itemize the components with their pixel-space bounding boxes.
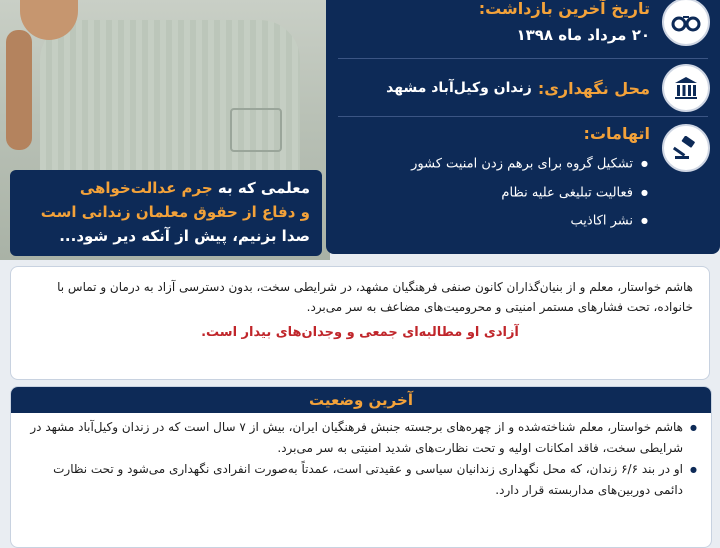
divider bbox=[338, 58, 708, 59]
status-item: ● هاشم خواستار، معلم شناخته‌شده و از چهره‌های برجسته جنبش فرهنگیان ایران، بیش از ۷ سال است که در زندان وکیل‌آباد مشهد در شرایطی سخت، فاقد امکانات اولیه و تحت نظارت‌های شدید امنیتی به سر می‌برد. bbox=[29, 417, 697, 459]
charge-item: ● نشر اکاذیب bbox=[411, 207, 648, 236]
quote-line2: و دفاع از حقوق معلمان زندانی است bbox=[40, 203, 310, 221]
charge-item: ● فعالیت تبلیغی علیه نظام bbox=[411, 179, 648, 208]
arrest-date-label: تاریخ آخرین بازداشت: bbox=[478, 0, 650, 18]
charges-label: اتهامات: bbox=[583, 124, 650, 143]
detention-value: زندان وکیل‌آباد مشهد bbox=[386, 80, 532, 96]
status-list bbox=[11, 417, 711, 501]
arrest-date-row bbox=[479, 0, 710, 48]
info-panel bbox=[326, 0, 720, 254]
description-highlight: آزادی او مطالبه‌ای جمعی و وجدان‌های بیدار است. bbox=[201, 325, 519, 340]
arrest-date-value: ۲۰ مرداد ماه ۱۳۹۸ bbox=[516, 26, 650, 44]
raised-arm bbox=[6, 30, 32, 150]
detention-label: محل نگهداری: bbox=[537, 78, 650, 98]
description-text: هاشم خواستار، معلم و از بنیان‌گذاران کانون صنفی فرهنگیان مشهد، در شرایطی سخت، بدون دسترسی آزاد به درمان و تماس با خانواده، تحت فشارهای مستمر امنیتی و محرومیت‌های مضاعف به سر می‌برد. bbox=[57, 280, 693, 314]
quote-line1-highlight: جرم عدالت‌خواهی bbox=[79, 179, 213, 197]
description-box bbox=[10, 266, 710, 380]
charge-item: ● تشکیل گروه برای برهم زدن امنیت کشور bbox=[411, 150, 648, 179]
quote-line1-a: معلمی که به bbox=[212, 179, 310, 197]
divider bbox=[338, 116, 708, 117]
prison-building-icon bbox=[662, 64, 710, 112]
charges-list bbox=[411, 150, 648, 236]
status-box bbox=[10, 386, 712, 548]
shirt bbox=[40, 20, 300, 180]
quote-box bbox=[10, 170, 322, 256]
gavel-icon bbox=[662, 124, 710, 172]
quote-line3: صدا بزنیم، پیش از آنکه دیر شود... bbox=[59, 227, 310, 245]
shirt-pocket bbox=[230, 108, 282, 152]
status-item: ● او در بند ۶/۶ زندان، که محل نگهداری زندانیان سیاسی و عقیدتی است، عمدتاً به‌صورت انفرادی نگهداری می‌شود و تحت نظارت دائمی دوربین‌های مداربسته قرار دارد. bbox=[29, 459, 697, 501]
handcuffs-icon bbox=[662, 0, 710, 46]
status-title: آخرین وضعیت bbox=[11, 387, 711, 413]
detention-row bbox=[386, 64, 710, 112]
